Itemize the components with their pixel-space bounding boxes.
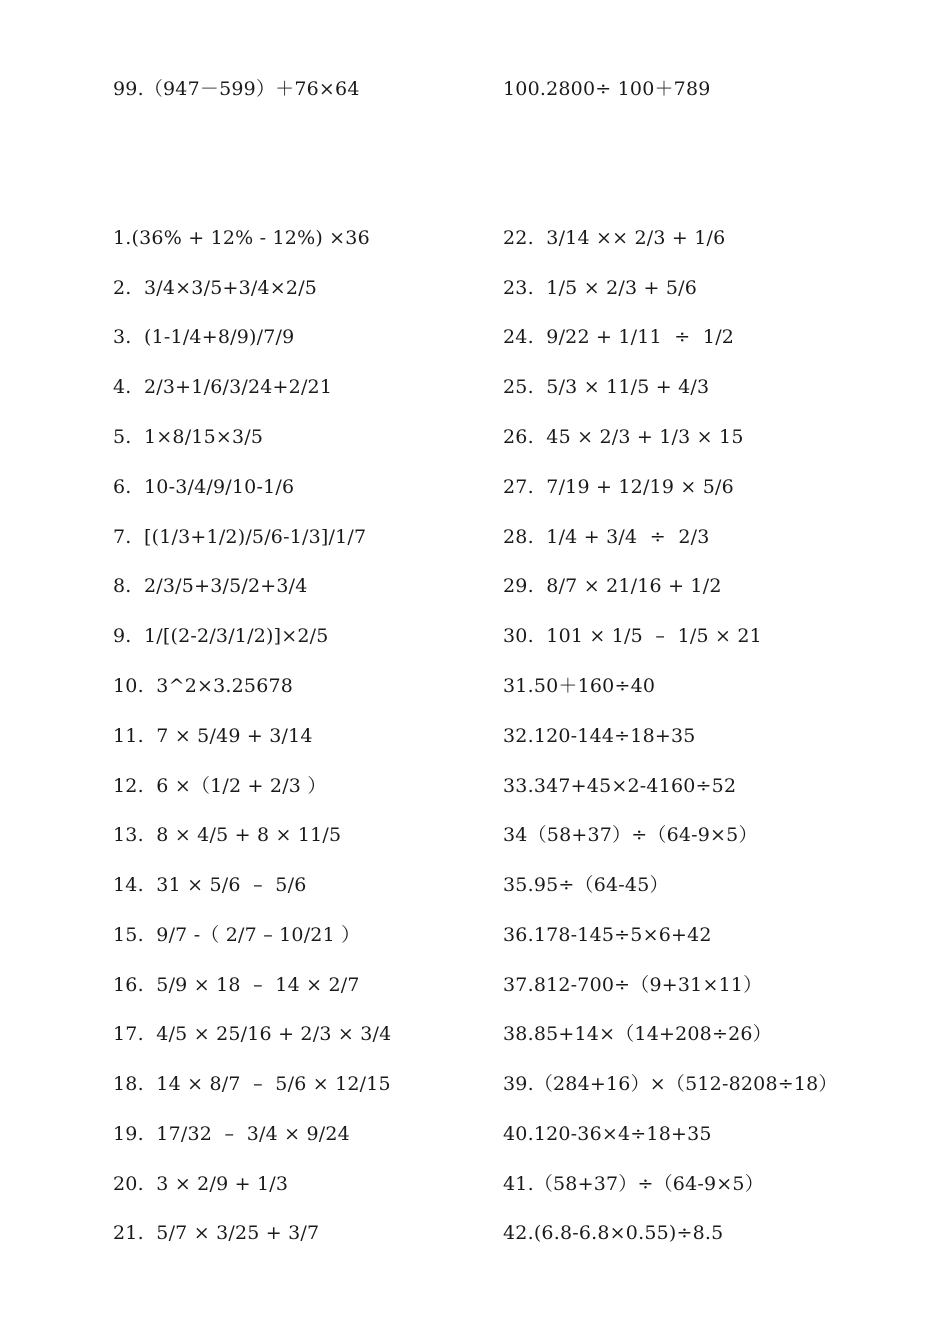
problem-row bbox=[0, 671, 950, 701]
problem-row bbox=[0, 571, 950, 601]
problem-left: 20. 3 × 2/9 + 1/3 bbox=[113, 1173, 289, 1195]
problem-row bbox=[0, 920, 950, 950]
problem-left: 1.(36% + 12% - 12%) ×36 bbox=[113, 227, 370, 249]
problem-right: 30. 101 × 1/5 – 1/5 × 21 bbox=[503, 625, 762, 647]
problem-row bbox=[0, 273, 950, 303]
problem-row bbox=[0, 1069, 950, 1099]
problem-left: 10. 3^2×3.25678 bbox=[113, 675, 294, 697]
problem-row bbox=[0, 870, 950, 900]
problem-right: 33.347+45×2-4160÷52 bbox=[503, 775, 737, 797]
problem-left: 18. 14 × 8/7 – 5/6 × 12/15 bbox=[113, 1073, 391, 1095]
problem-left: 17. 4/5 × 25/16 + 2/3 × 3/4 bbox=[113, 1023, 392, 1045]
problem-right: 23. 1/5 × 2/3 + 5/6 bbox=[503, 277, 698, 299]
problem-right: 38.85+14×（14+208÷26） bbox=[503, 1023, 772, 1045]
problem-left: 16. 5/9 × 18 – 14 × 2/7 bbox=[113, 974, 360, 996]
problem-right: 36.178-145÷5×6+42 bbox=[503, 924, 712, 946]
problem-right: 37.812-700÷（9+31×11） bbox=[503, 974, 763, 996]
problem-left: 4. 2/3+1/6/3/24+2/21 bbox=[113, 376, 333, 398]
problem-left: 14. 31 × 5/6 – 5/6 bbox=[113, 874, 307, 896]
problem-row bbox=[0, 372, 950, 402]
problem-row bbox=[0, 970, 950, 1000]
problem-left: 3. (1-1/4+8/9)/7/9 bbox=[113, 326, 295, 348]
problem-right: 29. 8/7 × 21/16 + 1/2 bbox=[503, 575, 722, 597]
problem-left: 2. 3/4×3/5+3/4×2/5 bbox=[113, 277, 318, 299]
problem-right: 31.50＋160÷40 bbox=[503, 675, 656, 697]
problem-99: 99.（947－599）＋76×64 bbox=[113, 78, 360, 100]
problem-right: 27. 7/19 + 12/19 × 5/6 bbox=[503, 476, 734, 498]
problem-row bbox=[0, 322, 950, 352]
problem-left: 7. [(1/3+1/2)/5/6-1/3]/1/7 bbox=[113, 526, 367, 548]
problem-right: 42.(6.8-6.8×0.55)÷8.5 bbox=[503, 1222, 724, 1244]
problem-row bbox=[0, 522, 950, 552]
problem-row bbox=[0, 771, 950, 801]
problem-row bbox=[0, 721, 950, 751]
problem-right: 40.120-36×4÷18+35 bbox=[503, 1123, 712, 1145]
problem-row bbox=[0, 422, 950, 452]
problem-left: 6. 10-3/4/9/10-1/6 bbox=[113, 476, 295, 498]
problem-row bbox=[0, 1169, 950, 1199]
problem-right: 26. 45 × 2/3 + 1/3 × 15 bbox=[503, 426, 744, 448]
problem-left: 13. 8 × 4/5 + 8 × 11/5 bbox=[113, 824, 342, 846]
problem-right: 41.（58+37）÷（64-9×5） bbox=[503, 1173, 764, 1195]
problem-right: 22. 3/14 ×× 2/3 + 1/6 bbox=[503, 227, 726, 249]
problem-row bbox=[0, 223, 950, 253]
problem-left: 11. 7 × 5/49 + 3/14 bbox=[113, 725, 313, 747]
problem-left: 12. 6 ×（1/2 + 2/3 ） bbox=[113, 775, 327, 797]
problem-right: 35.95÷（64-45） bbox=[503, 874, 669, 896]
problem-row bbox=[0, 1218, 950, 1248]
problem-left: 8. 2/3/5+3/5/2+3/4 bbox=[113, 575, 308, 597]
problem-right: 39.（284+16）×（512-8208÷18） bbox=[503, 1073, 838, 1095]
problem-right: 32.120-144÷18+35 bbox=[503, 725, 696, 747]
header-row bbox=[0, 74, 950, 104]
problem-row bbox=[0, 1119, 950, 1149]
problem-row bbox=[0, 472, 950, 502]
problem-left: 21. 5/7 × 3/25 + 3/7 bbox=[113, 1222, 320, 1244]
problem-row bbox=[0, 820, 950, 850]
problem-left: 9. 1/[(2-2/3/1/2)]×2/5 bbox=[113, 625, 329, 647]
problem-right: 34（58+37）÷（64-9×5） bbox=[503, 824, 758, 846]
problem-100: 100.2800÷ 100＋789 bbox=[503, 78, 711, 100]
problem-right: 28. 1/4 + 3/4 ÷ 2/3 bbox=[503, 526, 710, 548]
problem-right: 25. 5/3 × 11/5 + 4/3 bbox=[503, 376, 710, 398]
problem-row bbox=[0, 621, 950, 651]
problem-right: 24. 9/22 + 1/11 ÷ 1/2 bbox=[503, 326, 735, 348]
problem-row bbox=[0, 1019, 950, 1049]
problem-left: 15. 9/7 -（ 2/7 – 10/21 ） bbox=[113, 924, 361, 946]
problem-left: 5. 1×8/15×3/5 bbox=[113, 426, 264, 448]
problem-left: 19. 17/32 – 3/4 × 9/24 bbox=[113, 1123, 350, 1145]
